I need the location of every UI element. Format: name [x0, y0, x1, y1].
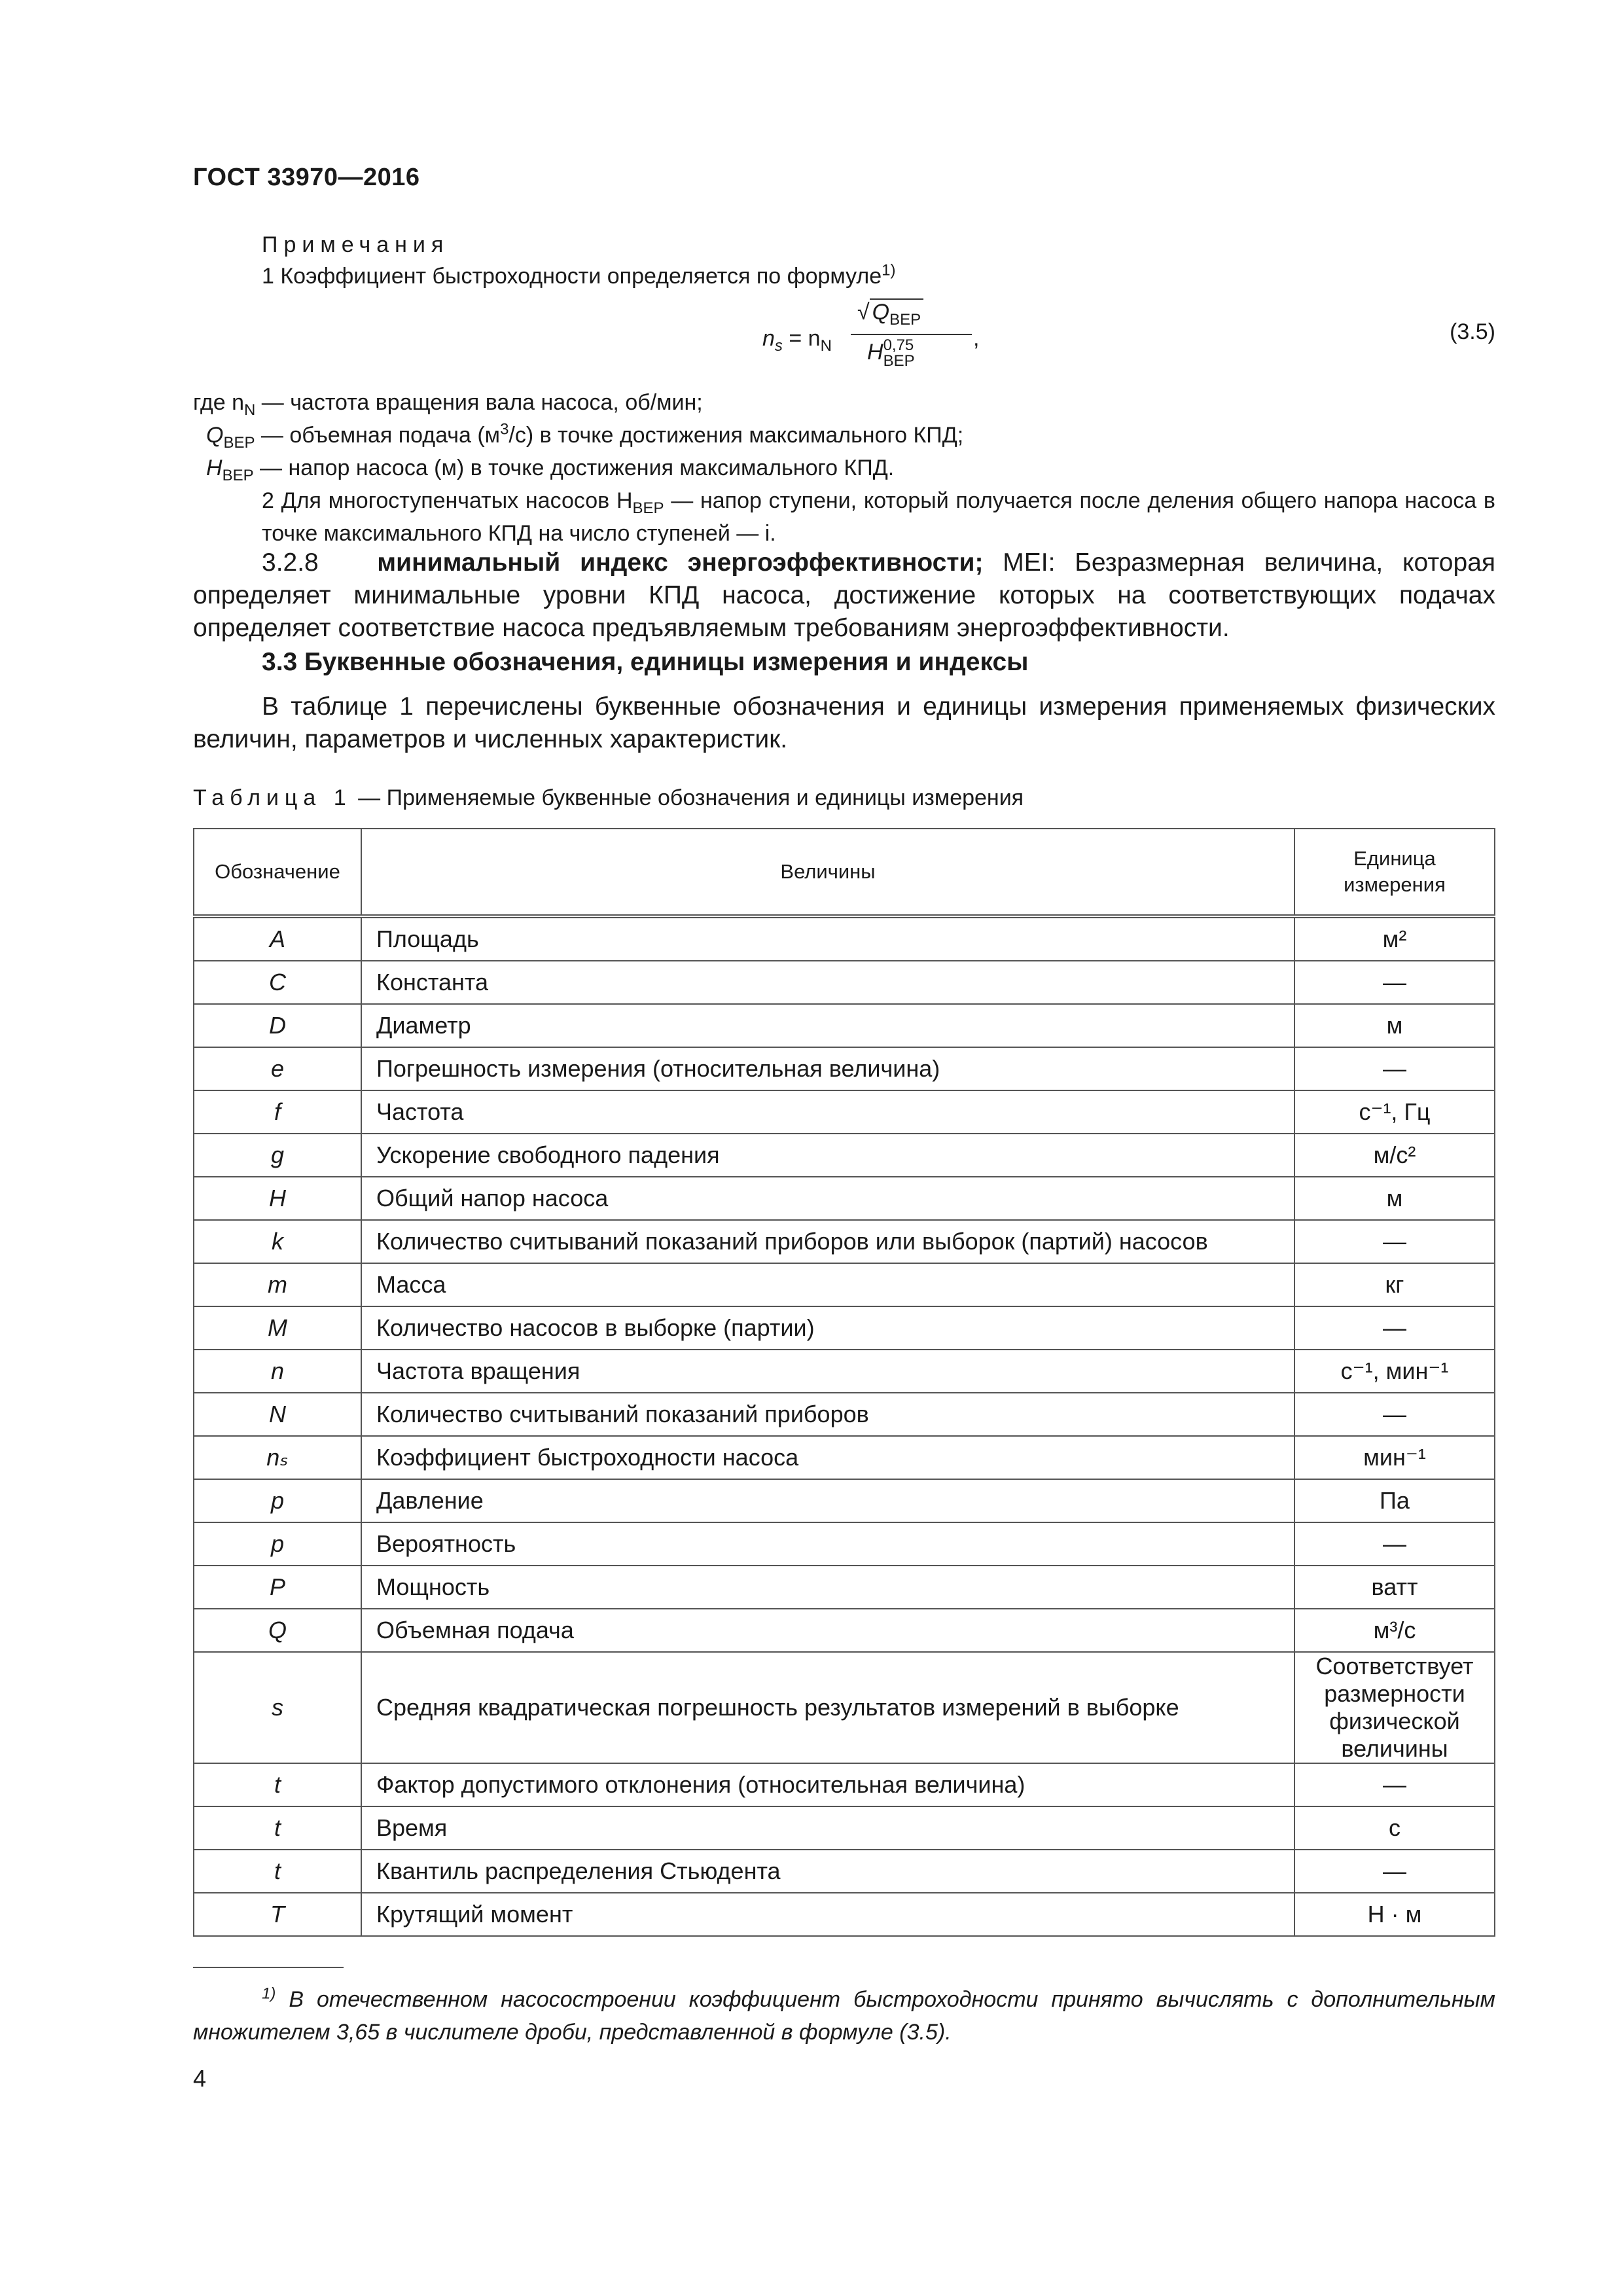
cell-unit: м/с²: [1294, 1134, 1495, 1177]
table-row: [194, 1806, 1495, 1850]
table-row: [194, 1652, 1495, 1763]
table-row: [194, 1609, 1495, 1652]
cell-symbol: s: [194, 1652, 361, 1763]
where-1-text: — частота вращения вала насоса, об/мин;: [255, 390, 703, 415]
cell-unit: мин⁻¹: [1294, 1436, 1495, 1479]
formula-number: (3.5): [1450, 319, 1495, 344]
cell-unit: —: [1294, 961, 1495, 1004]
table-header-row: [194, 829, 1495, 916]
table-row: [194, 1047, 1495, 1090]
cell-symbol: n: [194, 1350, 361, 1393]
cell-quantity: Частота вращения: [361, 1350, 1294, 1393]
notes-block: [193, 229, 1495, 292]
where-3-sub: BEP: [222, 466, 254, 484]
table-row: [194, 1004, 1495, 1047]
where-1-prefix: где n: [193, 390, 244, 415]
cell-quantity: Фактор допустимого отклонения (относительная величина): [361, 1763, 1294, 1806]
cell-symbol: Q: [194, 1609, 361, 1652]
table-row: [194, 1893, 1495, 1936]
page-number: 4: [193, 2065, 207, 2092]
sqrt-symbol: √: [857, 300, 870, 325]
cell-quantity: Общий напор насоса: [361, 1177, 1294, 1220]
formula-lhs-sub: s: [774, 336, 783, 355]
section-3-3-text: [193, 691, 1495, 756]
symbols-table: [193, 828, 1495, 1937]
table-caption-label: Таблица 1: [193, 785, 352, 810]
note-1-text: 1 Коэффициент быстроходности определяется по формуле: [262, 264, 882, 289]
formula-eq: = n: [782, 326, 821, 351]
cell-quantity: Коэффициент быстроходности насоса: [361, 1436, 1294, 1479]
where-1-sub: N: [243, 401, 256, 419]
where-2-text-a: — объемная подача (м: [255, 423, 501, 448]
section-3-3-heading: 3.3 Буквенные обозначения, единицы измерения и индексы: [262, 648, 1029, 676]
table-row: [194, 1479, 1495, 1522]
cell-symbol: p: [194, 1522, 361, 1566]
cell-unit: —: [1294, 1393, 1495, 1436]
cell-symbol: M: [194, 1306, 361, 1350]
table-row: [194, 1566, 1495, 1609]
cell-symbol: k: [194, 1220, 361, 1263]
section-3-2-8: [193, 547, 1495, 645]
header-symbol: Обозначение: [194, 829, 361, 916]
cell-symbol: T: [194, 1893, 361, 1936]
cell-symbol: e: [194, 1047, 361, 1090]
table-row: [194, 1350, 1495, 1393]
cell-symbol: p: [194, 1479, 361, 1522]
cell-quantity: Масса: [361, 1263, 1294, 1306]
table-row: [194, 1263, 1495, 1306]
table-row: [194, 1850, 1495, 1893]
where-2-text-b: /с) в точке достижения максимального КПД;: [508, 423, 964, 448]
table-row: [194, 1522, 1495, 1566]
table-row: [194, 1763, 1495, 1806]
cell-quantity: Площадь: [361, 916, 1294, 961]
cell-quantity: Диаметр: [361, 1004, 1294, 1047]
cell-symbol: A: [194, 916, 361, 961]
footnote-separator: [193, 1967, 344, 1968]
cell-unit: —: [1294, 1306, 1495, 1350]
where-block: [193, 386, 1495, 550]
footnote-mark: 1): [262, 1984, 276, 2003]
table-row: [194, 1393, 1495, 1436]
cell-quantity: Вероятность: [361, 1522, 1294, 1566]
cell-quantity: Количество считываний показаний приборов: [361, 1393, 1294, 1436]
cell-quantity: Квантиль распределения Стьюдента: [361, 1850, 1294, 1893]
cell-symbol: t: [194, 1850, 361, 1893]
cell-quantity: Частота: [361, 1090, 1294, 1134]
cell-unit: м³/с: [1294, 1609, 1495, 1652]
cell-unit: м: [1294, 1177, 1495, 1220]
formula-numer: Q: [872, 300, 890, 325]
section-3-3-paragraph: В таблице 1 перечислены буквенные обозначения и единицы измерения применяемых физических величин, параметров и численных характеристик.: [193, 692, 1495, 753]
cell-symbol: nₛ: [194, 1436, 361, 1479]
footnote-ref: 1): [882, 261, 896, 279]
cell-unit: —: [1294, 1850, 1495, 1893]
formula-denom-sub: BEP: [883, 352, 915, 370]
cell-unit: Соответствует размерности физической величины: [1294, 1652, 1495, 1763]
where-line-2: [193, 419, 1495, 452]
note-2-sub: BEP: [632, 499, 664, 517]
cell-unit: ватт: [1294, 1566, 1495, 1609]
cell-symbol: C: [194, 961, 361, 1004]
cell-quantity: Погрешность измерения (относительная величина): [361, 1047, 1294, 1090]
cell-symbol: D: [194, 1004, 361, 1047]
table-row: [194, 1306, 1495, 1350]
cell-quantity: Мощность: [361, 1566, 1294, 1609]
table-row: [194, 1436, 1495, 1479]
cell-unit: —: [1294, 1220, 1495, 1263]
cell-unit: м: [1294, 1004, 1495, 1047]
section-3-2-8-number: 3.2.8: [262, 548, 319, 577]
cell-unit: с⁻¹, Гц: [1294, 1090, 1495, 1134]
footnote: [193, 1983, 1495, 2049]
formula-3-5: [193, 293, 1495, 372]
formula-lhs: n: [762, 326, 775, 351]
table-row: [194, 1220, 1495, 1263]
section-3-2-8-text: MEI: Безразмерная величина, которая определяет минимальные уровни КПД насоса, достижение которых на соответствующих подачах определяет соответствие насоса предъявляемым требованиям энергоэффективности.: [193, 548, 1495, 642]
cell-symbol: m: [194, 1263, 361, 1306]
where-line-1: [193, 386, 1495, 419]
table-caption: [193, 785, 1024, 811]
cell-symbol: H: [194, 1177, 361, 1220]
notes-heading: Примечания: [262, 232, 450, 257]
cell-quantity: Средняя квадратическая погрешность результатов измерений в выборке: [361, 1652, 1294, 1763]
cell-unit: —: [1294, 1522, 1495, 1566]
formula-denom: H: [867, 339, 883, 365]
note-2: [193, 484, 1495, 550]
footnote-text: В отечественном насосостроении коэффициент быстроходности принято вычислять с дополнительным множителем 3,65 в числителе дроби, представленной в формуле (3.5).: [193, 1987, 1495, 2045]
formula-n-sub: N: [820, 336, 832, 355]
table-row: [194, 1134, 1495, 1177]
where-line-3: [193, 452, 1495, 484]
table-row: [194, 916, 1495, 961]
cell-quantity: Количество считываний показаний приборов или выборок (партий) насосов: [361, 1220, 1294, 1263]
cell-unit: с: [1294, 1806, 1495, 1850]
cell-quantity: Крутящий момент: [361, 1893, 1294, 1936]
header-quantity: Величины: [361, 829, 1294, 916]
where-2-sup: 3: [500, 420, 509, 439]
cell-quantity: Константа: [361, 961, 1294, 1004]
table-row: [194, 1177, 1495, 1220]
note-2-text-a: 2 Для многоступенчатых насосов H: [262, 488, 633, 513]
cell-symbol: f: [194, 1090, 361, 1134]
where-3-text: — напор насоса (м) в точке достижения максимального КПД.: [253, 456, 895, 480]
section-3-2-8-term: минимальный индекс энергоэффективности;: [377, 548, 984, 577]
table-row: [194, 961, 1495, 1004]
document-header: ГОСТ 33970—2016: [193, 164, 420, 191]
cell-unit: кг: [1294, 1263, 1495, 1306]
note-1: [193, 260, 1495, 292]
header-unit: Единица измерения: [1294, 829, 1495, 916]
cell-quantity: Объемная подача: [361, 1609, 1294, 1652]
table-row: [194, 1090, 1495, 1134]
cell-unit: с⁻¹, мин⁻¹: [1294, 1350, 1495, 1393]
cell-unit: м²: [1294, 916, 1495, 961]
cell-quantity: Давление: [361, 1479, 1294, 1522]
cell-quantity: Ускорение свободного падения: [361, 1134, 1294, 1177]
where-3-prefix: H: [206, 456, 223, 480]
cell-symbol: P: [194, 1566, 361, 1609]
formula-fraction: [857, 300, 923, 329]
cell-unit: —: [1294, 1047, 1495, 1090]
cell-quantity: Время: [361, 1806, 1294, 1850]
cell-unit: —: [1294, 1763, 1495, 1806]
cell-symbol: g: [194, 1134, 361, 1177]
fraction-bar: [851, 334, 972, 335]
where-2-prefix: Q: [206, 423, 224, 448]
cell-unit: Н · м: [1294, 1893, 1495, 1936]
formula-denom-sup: 0,75: [883, 336, 914, 354]
formula-tail: ,: [973, 326, 980, 351]
formula-numer-sub: BEP: [889, 310, 921, 329]
where-2-sub: BEP: [223, 433, 255, 452]
cell-unit: Па: [1294, 1479, 1495, 1522]
table-caption-text: — Применяемые буквенные обозначения и единицы измерения: [351, 785, 1024, 810]
cell-quantity: Количество насосов в выборке (партии): [361, 1306, 1294, 1350]
cell-symbol: t: [194, 1806, 361, 1850]
cell-symbol: N: [194, 1393, 361, 1436]
cell-symbol: t: [194, 1763, 361, 1806]
note-2-text-b: — напор ступени, который получается после деления общего напора насоса в точке максимального КПД на число ступеней — i.: [262, 488, 1495, 546]
